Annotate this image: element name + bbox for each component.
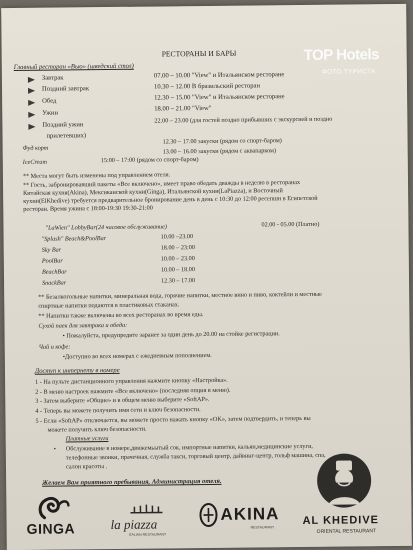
paid-services-line: Обслуживание в номере,движемьытый сок, импортные напитки, кальян,медицинские услуги,	[65, 442, 313, 453]
tophotels-watermark	[302, 42, 402, 83]
tea-coffee-header: Чай и кофе:	[38, 343, 71, 351]
internet-step: 2 - В меню настроек нажмите «Все включено» (последняя опция в меню).	[35, 386, 231, 396]
alkhedive-logo	[294, 452, 411, 545]
icecream-label: IceCream	[22, 158, 47, 166]
note-line: Китайская кухня(Akina), Мексиканской кухни(Ginga), Итальянской кухни(LaPiazza), и Восточный	[23, 187, 283, 197]
printed-sheet	[1, 4, 412, 550]
bar-name: BeachBar	[41, 268, 67, 276]
bullet-arrow-icon	[28, 88, 35, 94]
akina-emblem-icon	[198, 502, 218, 528]
watermark-tagline: ФОТО ТУРИСТА	[321, 68, 376, 76]
internet-step: 3 - Затем выберите «Общие» и в общем меню выберите «SoftAP».	[35, 395, 210, 405]
internet-step: 1 - На пульте дистанционного управления нажмите кнопку «Настройка».	[35, 376, 228, 386]
bar-name: "Splash" Beach&PoolBar	[41, 235, 107, 243]
bar-time: 10.00 – 18.00	[160, 266, 195, 274]
meal-label: Ужин	[42, 109, 59, 117]
akina-logo	[198, 499, 288, 540]
internet-step: можете получить ключ безопасности.	[47, 425, 147, 434]
meal-label: Завтрак	[41, 74, 64, 82]
meal-time: 22.00 – 23.00 (для гостей поздно прибывших с экскурсией и поздно	[154, 115, 333, 125]
drinks-note: ** Напитки также включены во всех ресторанах во время еды.	[38, 311, 204, 320]
food-court-label: Фуд корт	[22, 144, 49, 152]
tea-coffee-text: •Доступно во всех номерах с ежедневным пополнением.	[62, 351, 212, 361]
watermark-brand: TOP Hotels	[303, 46, 380, 64]
bar-name: PoolBar	[41, 257, 63, 265]
bar-name: "LaWien" LobbyBar(24 часовое обслуживание)	[45, 223, 167, 232]
drinks-note: ** Безалкогольные напитки, минеральная вода, горячие напитки, местное вино и пиво, коктейли и местные	[38, 290, 322, 301]
lapiazza-logo	[106, 502, 186, 541]
note-line: ресторан. Время ужина с 18:00-19:30 19:30-21:00	[23, 204, 153, 213]
alkhedive-subtitle: ORIENTAL RESTAURANT	[316, 528, 377, 535]
akina-logo-text: AKINA	[220, 504, 280, 524]
drinks-note: спиртные напитки подаются в пластиковых стаканах.	[38, 301, 180, 310]
bar-time: 12.30 – 17.00	[161, 277, 196, 285]
internet-step: 4 - Теперь вы можете получить имя сети и ключ безопасности.	[35, 406, 201, 415]
main-restaurant-header: Главный ресторан «Вью» (шведский стол)	[13, 62, 134, 72]
food-court-time-1: 12.30 – 17.00 закуски (рядом со спорт-баром)	[162, 137, 282, 146]
meal-label: Обед	[42, 97, 57, 105]
meal-time: 12.30 – 15.00 "View" и Итальянском ресторане	[154, 93, 285, 102]
ginga-logo-text: GINGA	[26, 520, 76, 537]
meal-time: 10.30 – 12.00 В бразильский ресторан	[153, 82, 261, 91]
meal-time: 07.00 – 10.00 "View" и Итальянском ресторане	[153, 71, 285, 80]
akina-subtitle: RESTAURANT	[250, 525, 275, 530]
ginga-logo	[24, 491, 80, 538]
bullet-arrow-icon	[28, 77, 35, 83]
bar-time: 10.00 –23.00	[160, 233, 194, 241]
alkhedive-logo-text: AL KHEDIVE	[302, 514, 380, 528]
paid-services-line: салон красоты .	[65, 463, 108, 471]
bar-name: SnackBar	[42, 279, 67, 287]
note-line: ** Гость, забронировавший пакеты «Все включено», имеет право обедать дважды в неделю в ресторанах	[22, 179, 301, 189]
meal-time: 18.00 – 21.00 "View"	[154, 104, 212, 113]
paid-services-line: телефонные звонки, прачечная, служба такси, торговый центр, дайвинг-центр, гольф машина, спа,	[65, 451, 326, 462]
ginga-emblem-icon	[24, 491, 80, 522]
meal-label: Поздний ужин	[42, 121, 84, 129]
page-title: РЕСТОРАНЫ И БАРЫ	[161, 48, 237, 59]
internet-step: 5 - Если «SoftAP» отключается, вы можете просто нажать кнопку «OK», затем подтвердить, и теперь вы	[35, 414, 311, 425]
bullet-arrow-icon	[28, 124, 35, 130]
lapiazza-emblem-icon	[126, 502, 166, 514]
internet-header: Доступ к интернету в номере	[34, 366, 120, 375]
meal-label-continued: прилетевших)	[46, 132, 87, 140]
bullet-arrow-icon	[28, 112, 35, 118]
note-line: ** Места могут быть изменены под управлением отеля.	[22, 171, 171, 180]
lapiazza-subtitle: ITALIAN RESTAURANT	[128, 532, 167, 537]
meal-label: Поздний завтрак	[41, 85, 90, 93]
footer-wish: Желаем Вам приятного пребывания, Администрация отеля.	[42, 477, 222, 487]
bar-time: 10.00 – 23.00	[160, 255, 195, 263]
note-line: кухни(ElKhedive) требуется предварительное бронирование день в день с 10:30 до 12:00 ресепшн в Египетской	[23, 194, 318, 205]
paid-services-header: Платные услуги	[65, 435, 109, 443]
dry-rations-text: • Пожалуйста, предупредите заранее за один день до 20.00 на стойке регистрации.	[62, 330, 280, 340]
bar-time: 02.00 - 05.00 (Платно)	[261, 220, 320, 229]
paid-bullet-icon: •	[53, 445, 57, 453]
icecream-time: 15:00 – 17:00 (рядом со спорт-баром)	[100, 156, 199, 165]
dry-rations-header: Сухой паек для завтрака и обеда:	[38, 321, 128, 330]
alkhedive-portrait-icon	[316, 452, 373, 509]
food-court-time-2: 13.00 – 16.00 закуски (рядом с аквапарком)	[162, 147, 277, 156]
lapiazza-logo-text: la piazza	[110, 516, 158, 533]
bar-time: 18.00 – 23:00	[160, 244, 195, 252]
bullet-arrow-icon	[28, 100, 35, 106]
bar-name: Sky Bar	[41, 246, 62, 254]
